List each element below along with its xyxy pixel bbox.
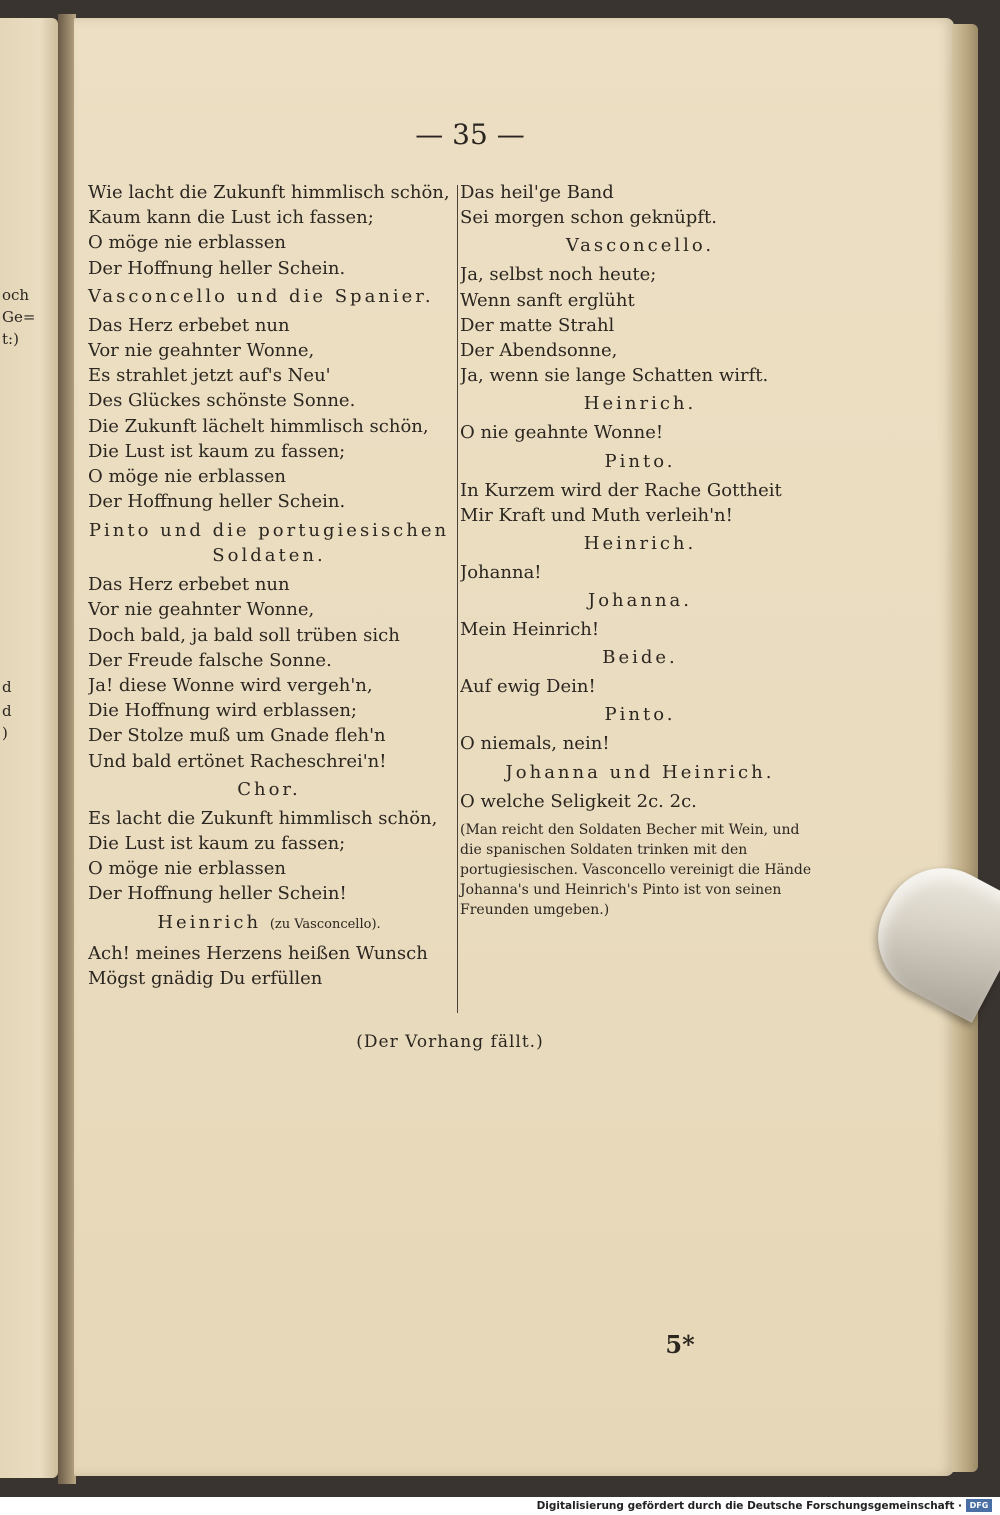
speaker-label <box>88 774 450 806</box>
speaker-label <box>460 446 820 478</box>
verse-line: Das Herz erbebet nun <box>88 574 290 596</box>
verse-line: Ja, selbst noch heute; <box>460 264 657 286</box>
page-stack-edge <box>952 24 978 1472</box>
speaker-label <box>88 514 450 572</box>
verse-line: Vor nie geahnter Wonne, <box>88 599 315 621</box>
verse-line: Sei morgen schon geknüpft. <box>460 207 717 229</box>
verse-line: Wenn sanft erglüht <box>460 289 635 311</box>
page-number: — 35 — <box>415 118 525 151</box>
speaker-label <box>460 757 820 789</box>
speaker-name: Heinrich. <box>583 532 697 554</box>
speaker-label <box>460 585 820 617</box>
prev-page-fragment: t:) <box>2 330 19 348</box>
verse-line: Kaum kann die Lust ich fassen; <box>88 207 374 229</box>
speaker-name: Johanna und Heinrich. <box>505 761 775 783</box>
speaker-name: Johanna. <box>587 590 692 612</box>
verse-line: Auf ewig Dein! <box>460 676 596 698</box>
verse-line: Wie lacht die Zukunft himmlisch schön, <box>88 182 450 203</box>
signature-mark: 5* <box>665 1330 695 1359</box>
dfg-logo: DFG <box>966 1499 992 1512</box>
speaker-name: Vasconcello und die Spanier. <box>88 285 434 307</box>
verse-line: Die Lust ist kaum zu fassen; <box>88 832 346 854</box>
speaker-label <box>88 907 450 941</box>
verse-line: Ja! diese Wonne wird vergeh'n, <box>88 675 373 696</box>
speaker-name: Pinto. <box>604 704 676 726</box>
speaker-label <box>460 528 820 560</box>
verse-line: Es lacht die Zukunft himmlisch schön, <box>88 807 438 829</box>
prev-page-fragment: d <box>2 702 12 720</box>
verse-line: Das Herz erbebet nun <box>88 314 290 336</box>
footer-credit: Digitalisierung gefördert durch die Deutsche Forschungsgemeinschaft · <box>536 1500 962 1512</box>
verse-line: In Kurzem wird der Rache Gottheit <box>460 479 782 501</box>
verse-line: O möge nie erblassen <box>88 465 286 487</box>
speaker-name: Vasconcello. <box>565 235 715 257</box>
verse-line: Doch bald, ja bald soll trüben sich <box>88 624 400 646</box>
stage-direction: (Man reicht den Soldaten Becher mit Wein, und die spanischen Soldaten trinken mit den portugiesischen. Vasconcello vereinigt die Hände Johanna's und Heinrich's Pinto ist von seinen Freunden umgeben.) <box>460 821 812 918</box>
curtain-direction: (Der Vorhang fällt.) <box>356 1032 544 1052</box>
verse-line: Der Freude falsche Sonne. <box>88 649 332 671</box>
verse-line: Die Lust ist kaum zu fassen; <box>88 440 346 462</box>
prev-page-fragment: Ge= <box>2 308 36 326</box>
speaker-name: Beide. <box>602 647 678 669</box>
speaker-name: Heinrich. <box>583 393 697 415</box>
verse-line: O niemals, nein! <box>460 733 610 755</box>
speaker-name: Pinto und die portugiesischen Soldaten. <box>88 520 450 567</box>
verse-line: O möge nie erblassen <box>88 232 286 254</box>
verse-line: Es strahlet jetzt auf's Neu' <box>88 365 331 387</box>
speaker-label <box>460 230 820 262</box>
column-divider <box>457 185 458 1013</box>
verse-line: O möge nie erblassen <box>88 858 286 880</box>
verse-line: Des Glückes schönste Sonne. <box>88 390 356 412</box>
speaker-name: Heinrich <box>157 911 262 933</box>
prev-page-fragment: och <box>2 286 30 304</box>
verse-line: O nie geahnte Wonne! <box>460 422 664 444</box>
verse-line: Das heil'ge Band <box>460 182 614 203</box>
verse-line: Der Stolze muß um Gnade fleh'n <box>88 725 386 747</box>
verse-line: Der Abendsonne, <box>460 339 618 361</box>
verse-line: Und bald ertönet Racheschrei'n! <box>88 750 387 772</box>
speaker-label <box>460 699 820 731</box>
prev-page-fragment: ) <box>2 724 8 742</box>
verse-line: Der Hoffnung heller Schein! <box>88 883 347 905</box>
previous-page-edge <box>0 18 58 1478</box>
verse-line: Vor nie geahnter Wonne, <box>88 339 315 361</box>
speaker-label <box>460 388 820 420</box>
verse-line: Johanna! <box>460 561 542 583</box>
verse-line: Mögst gnädig Du erfüllen <box>88 967 323 989</box>
verse-line: O welche Seligkeit 2c. 2c. <box>460 790 697 812</box>
verse-line: Der matte Strahl <box>460 314 615 336</box>
verse-line: Der Hoffnung heller Schein. <box>88 491 346 513</box>
verse-line: Die Zukunft lächelt himmlisch schön, <box>88 415 429 437</box>
prev-page-fragment: d <box>2 678 12 696</box>
verse-line: Ja, wenn sie lange Schatten wirft. <box>460 365 769 387</box>
verse-line: Mein Heinrich! <box>460 619 600 641</box>
right-column <box>460 180 820 920</box>
verse-line: Mir Kraft und Muth verleih'n! <box>460 504 733 526</box>
speaker-label <box>88 281 450 313</box>
left-column <box>88 180 450 991</box>
verse-line: Ach! meines Herzens heißen Wunsch <box>88 942 428 964</box>
speaker-label <box>460 642 820 674</box>
speaker-name: Pinto. <box>604 450 676 472</box>
speaker-note: (zu Vasconcello). <box>269 916 381 932</box>
speaker-name: Chor. <box>237 778 301 800</box>
verse-line: Die Hoffnung wird erblassen; <box>88 700 357 722</box>
verse-line: Der Hoffnung heller Schein. <box>88 257 346 279</box>
